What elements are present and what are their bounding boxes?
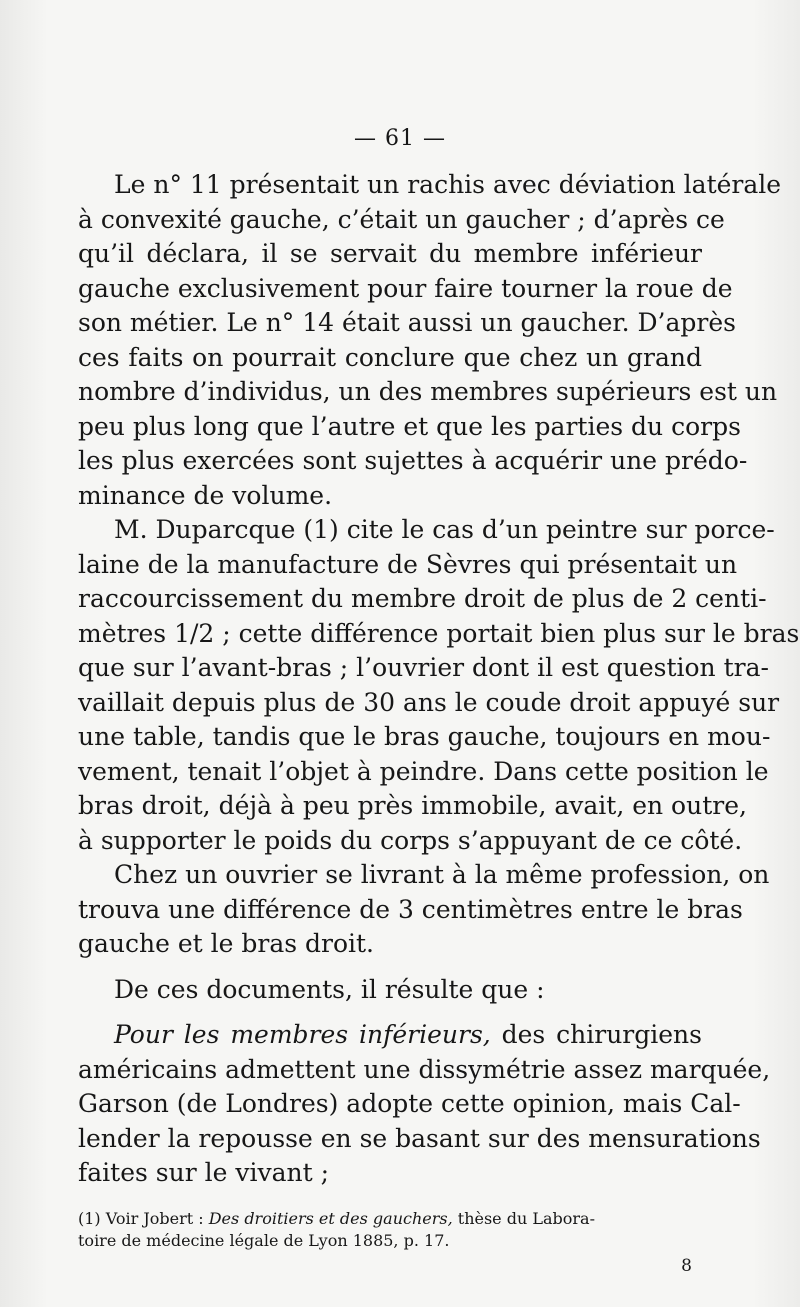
text-line: faites sur le vivant ; [78, 1158, 330, 1187]
text-line: Chez un ouvrier se livrant à la même profession, on [114, 860, 770, 889]
footnote-line: toire de médecine légale de Lyon 1885, p. 17. [78, 1231, 450, 1250]
footnote-suffix: thèse du Labora- [452, 1209, 595, 1228]
text-line: Garson (de Londres) adopte cette opinion, mais Cal- [78, 1089, 741, 1118]
text-line: M. Duparcque (1) cite le cas d’un peintre sur porce- [114, 515, 775, 544]
text-line: laine de la manufacture de Sèvres qui présentait un [78, 549, 738, 579]
text-line: une table, tandis que le bras gauche, toujours en mou- [78, 722, 771, 751]
footnote [78, 1208, 702, 1252]
text-line: trouva une différence de 3 centimètres entre le bras [78, 894, 743, 924]
text-line: minance de volume. [78, 480, 333, 510]
signature-mark: 8 [681, 1256, 692, 1276]
text-line: américains admettent une dissymétrie assez marquée, [78, 1054, 771, 1084]
text-line: mètres 1/2 ; cette différence portait bien plus sur le bras [78, 618, 800, 648]
text-line: nombre d’individus, un des membres supérieurs est un [78, 377, 778, 406]
footnote-prefix: (1) Voir Jobert : [78, 1209, 209, 1228]
footnote-title: Des droitiers et des gauchers, [208, 1209, 453, 1228]
text-line: Le n° 11 présentait un rachis avec déviation latérale [114, 170, 782, 199]
body-text [78, 168, 800, 1191]
text-line: à convexité gauche, c’était un gaucher ; d’après ce [78, 204, 725, 234]
text-line: que sur l’avant-bras ; l’ouvrier dont il est question tra- [78, 653, 769, 682]
paragraph-gap [78, 1007, 702, 1018]
text-line: gauche et le bras droit. [78, 929, 375, 958]
italic-lead: Pour les membres inférieurs, [114, 1020, 491, 1049]
text-line: les plus exercées sont sujettes à acquérir une prédo- [78, 446, 748, 475]
text-line: ces faits on pourrait conclure que chez un grand [78, 342, 702, 372]
text-run: des chirurgiens [490, 1020, 702, 1049]
text-line: bras droit, déjà à peu près immobile, avait, en outre, [78, 791, 747, 820]
text-line: peu plus long que l’autre et que les parties du corps [78, 411, 741, 441]
paragraph [78, 168, 782, 513]
page-number: — 61 — [354, 126, 446, 151]
text-line: De ces documents, il résulte que : [114, 974, 545, 1004]
paragraph-gap [78, 962, 702, 973]
text-line: raccourcissement du membre droit de plus de 2 centi- [78, 584, 767, 613]
text-line: à supporter le poids du corps s’appuyant de ce côté. [78, 825, 743, 855]
text-line: vaillait depuis plus de 30 ans le coude droit appuyé sur [78, 687, 780, 717]
text-line: qu’il déclara, il se servait du membre inférieur [78, 239, 702, 268]
text-line [78, 1018, 702, 1053]
paragraph [78, 513, 800, 858]
text-line: gauche exclusivement pour faire tourner la roue de [78, 273, 733, 303]
text-line: vement, tenait l’objet à peindre. Dans cette position le [78, 756, 769, 786]
text-line: lender la repousse en se basant sur des mensurations [78, 1123, 761, 1153]
paragraph [78, 973, 702, 1008]
paragraph [78, 1018, 771, 1191]
footnote-line [78, 1208, 702, 1230]
text-line: son métier. Le n° 14 était aussi un gaucher. D’après [78, 308, 736, 337]
paragraph [78, 858, 770, 962]
